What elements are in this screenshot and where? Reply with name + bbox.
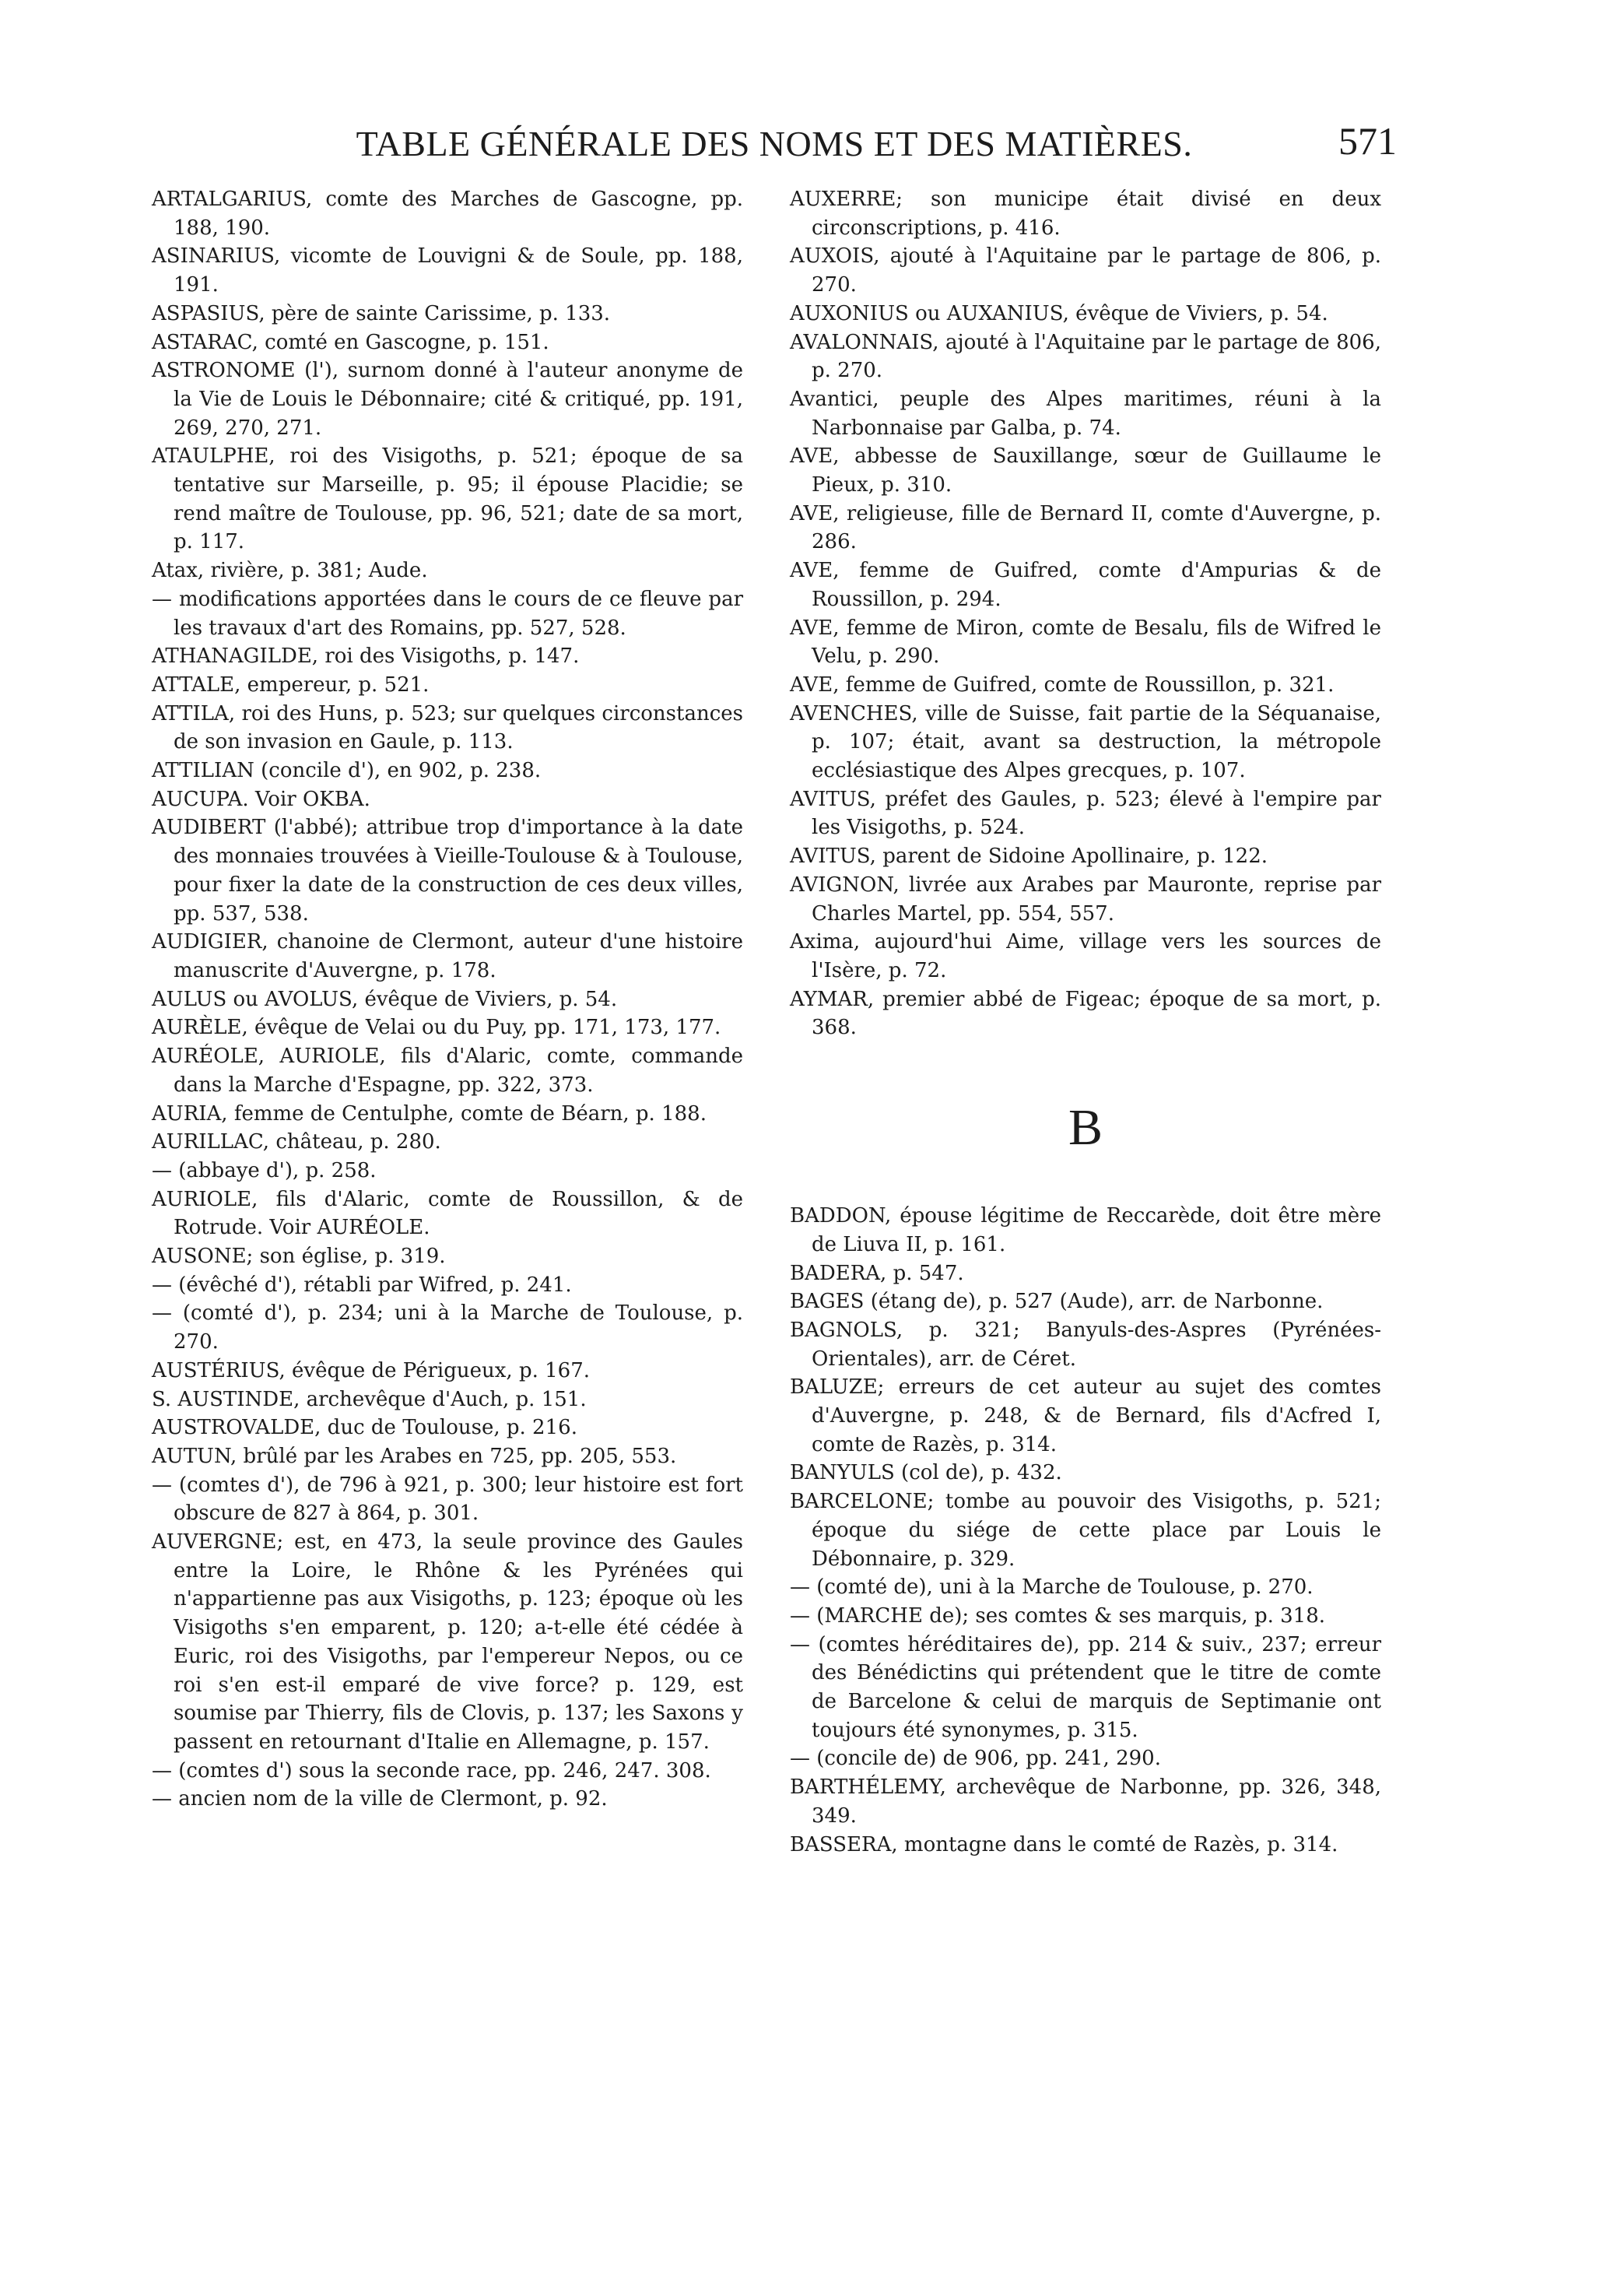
index-entry: ASTRONOME (l'), surnom donné à l'auteur anonyme de la Vie de Louis le Débonnaire; cité & critiqué, pp. 191, 269, 270, 271. bbox=[152, 359, 743, 440]
index-entry: BADERA, p. 547. bbox=[790, 1261, 964, 1285]
index-entry: AVALONNAIS, ajouté à l'Aquitaine par le partage de 806, p. 270. bbox=[790, 330, 1381, 383]
index-entry: Axima, aujourd'hui Aime, village vers les sources de l'Isère, p. 72. bbox=[790, 930, 1381, 982]
index-entry: AUXOIS, ajouté à l'Aquitaine par le partage de 806, p. 270. bbox=[790, 244, 1381, 297]
index-entry: BASSERA, montagne dans le comté de Razès, p. 314. bbox=[790, 1832, 1338, 1856]
index-entry: AURILLAC, château, p. 280. bbox=[152, 1130, 441, 1154]
index-entry: BAGES (étang de), p. 527 (Aude), arr. de Narbonne. bbox=[790, 1290, 1324, 1314]
index-entry: AUDIGIER, chanoine de Clermont, auteur d'une histoire manuscrite d'Auvergne, p. 178. bbox=[152, 930, 743, 982]
left-column bbox=[152, 185, 743, 1814]
page-header bbox=[152, 117, 1397, 179]
index-entry: AUXONIUS ou AUXANIUS, évêque de Viviers, p. 54. bbox=[790, 301, 1328, 325]
index-entry: ATTILIAN (concile d'), en 902, p. 238. bbox=[152, 759, 542, 783]
index-entry: — (comté d'), p. 234; uni à la Marche de Toulouse, p. 270. bbox=[152, 1301, 743, 1354]
index-entry: BARTHÉLEMY, archevêque de Narbonne, pp. 326, 348, 349. bbox=[790, 1775, 1381, 1828]
index-entry: AVE, abbesse de Sauxillange, sœur de Guillaume le Pieux, p. 310. bbox=[790, 444, 1381, 497]
index-entry: — (comté de), uni à la Marche de Toulouse, p. 270. bbox=[790, 1575, 1314, 1600]
page-title: TABLE GÉNÉRALE DES NOMS ET DES MATIÈRES. bbox=[356, 124, 1193, 163]
index-entry: AURIA, femme de Centulphe, comte de Béarn, p. 188. bbox=[152, 1101, 707, 1126]
index-entry: BARCELONE; tombe au pouvoir des Visigoths, p. 521; époque du siége de cette place par Louis le Débonnaire, p. 329. bbox=[790, 1490, 1381, 1571]
index-entry: AVE, religieuse, fille de Bernard II, comte d'Auvergne, p. 286. bbox=[790, 501, 1381, 554]
index-entry: Avantici, peuple des Alpes maritimes, réuni à la Narbonnaise par Galba, p. 74. bbox=[790, 387, 1381, 440]
index-entry: — ancien nom de la ville de Clermont, p. 92. bbox=[152, 1787, 608, 1811]
index-entry: ASPASIUS, père de sainte Carissime, p. 133. bbox=[152, 301, 611, 325]
index-entry: ATTILA, roi des Huns, p. 523; sur quelques circonstances de son invasion en Gaule, p. 113. bbox=[152, 701, 743, 754]
right-column bbox=[790, 185, 1381, 1859]
index-entry: BADDON, épouse légitime de Reccarède, doit être mère de Liuva II, p. 161. bbox=[790, 1204, 1381, 1256]
index-entry: — (comtes héréditaires de), pp. 214 & suiv., 237; erreur des Bénédictins qui prétendent que le titre de comte de Barcelone & celui de marquis de Septimanie ont toujours été synonymes, p. 315. bbox=[790, 1632, 1381, 1742]
index-entry: AVE, femme de Miron, comte de Besalu, fils de Wifred le Velu, p. 290. bbox=[790, 616, 1381, 669]
index-entry: — modifications apportées dans le cours de ce fleuve par les travaux d'art des Romains, pp. 527, 528. bbox=[152, 587, 743, 640]
index-entry: AUCUPA. Voir OKBA. bbox=[152, 787, 370, 811]
index-entry: AUSONE; son église, p. 319. bbox=[152, 1245, 446, 1269]
index-entry: BAGNOLS, p. 321; Banyuls-des-Aspres (Pyrénées-Orientales), arr. de Céret. bbox=[790, 1318, 1381, 1371]
index-entry: — (abbaye d'), p. 258. bbox=[152, 1158, 377, 1182]
index-entry: ATHANAGILDE, roi des Visigoths, p. 147. bbox=[152, 645, 580, 669]
index-entry: AVIGNON, livrée aux Arabes par Mauronte, reprise par Charles Martel, pp. 554, 557. bbox=[790, 873, 1381, 926]
index-entry: ATAULPHE, roi des Visigoths, p. 521; époque de sa tentative sur Marseille, p. 95; il épouse Placidie; se rend maître de Toulouse, pp. 96, 521; date de sa mort, p. 117. bbox=[152, 444, 743, 554]
index-entry: S. AUSTINDE, archevêque d'Auch, p. 151. bbox=[152, 1387, 587, 1411]
index-entry: AYMAR, premier abbé de Figeac; époque de sa mort, p. 368. bbox=[790, 987, 1381, 1040]
index-entry: AVE, femme de Guifred, comte d'Ampurias & de Roussillon, p. 294. bbox=[790, 559, 1381, 611]
index-entry: — (comtes d') sous la seconde race, pp. 246, 247. 308. bbox=[152, 1758, 711, 1783]
index-entry: — (concile de) de 906, pp. 241, 290. bbox=[790, 1747, 1161, 1771]
index-entry: AUDIBERT (l'abbé); attribue trop d'importance à la date des monnaies trouvées à Vieille-Toulouse & à Toulouse, pour fixer la date de la construction de ces deux villes, pp. 537, 538. bbox=[152, 816, 743, 926]
index-entry: AUVERGNE; est, en 473, la seule province des Gaules entre la Loire, le Rhône & les Pyrénées qui n'appartienne pas aux Visigoths, p. 123; époque où les Visigoths s'en emparent, p. 120; a-t-elle été cédée à Euric, roi des Visigoths, par l'empereur Nepos, ou ce roi s'en est-il emparé de vive force? p. 129, est soumise par Thierry, fils de Clovis, p. 137; les Saxons y passent en retournant d'Italie en Allemagne, p. 157. bbox=[152, 1530, 743, 1754]
page-number: 571 bbox=[1338, 119, 1397, 163]
index-entry: Atax, rivière, p. 381; Aude. bbox=[152, 559, 428, 583]
right-column-entries-b bbox=[790, 1202, 1381, 1859]
index-entry: — (MARCHE de); ses comtes & ses marquis, p. 318. bbox=[790, 1603, 1326, 1628]
index-entry: AVENCHES, ville de Suisse, fait partie de la Séquanaise, p. 107; était, avant sa destruction, la métropole ecclésiastique des Alpes grecques, p. 107. bbox=[790, 701, 1381, 783]
index-entry: AVITUS, parent de Sidoine Apollinaire, p. 122. bbox=[790, 845, 1268, 869]
index-entry: ASINARIUS, vicomte de Louvigni & de Soule, pp. 188, 191. bbox=[152, 244, 743, 297]
index-entry: AVITUS, préfet des Gaules, p. 523; élevé à l'empire par les Visigoths, p. 524. bbox=[790, 787, 1381, 840]
index-entry: AUSTÉRIUS, évêque de Périgueux, p. 167. bbox=[152, 1358, 591, 1382]
index-entry: AUXERRE; son municipe était divisé en deux circonscriptions, p. 416. bbox=[790, 188, 1381, 240]
index-entry: AULUS ou AVOLUS, évêque de Viviers, p. 54. bbox=[152, 987, 618, 1011]
index-entry: BALUZE; erreurs de cet auteur au sujet des comtes d'Auvergne, p. 248, & de Bernard, fils d'Acfred I, comte de Razès, p. 314. bbox=[790, 1375, 1381, 1456]
index-entry: AURIOLE, fils d'Alaric, comte de Roussillon, & de Rotrude. Voir AURÉOLE. bbox=[152, 1187, 743, 1240]
index-entry: AURÉOLE, AURIOLE, fils d'Alaric, comte, commande dans la Marche d'Espagne, pp. 322, 373. bbox=[152, 1045, 743, 1097]
index-entry: AVE, femme de Guifred, comte de Roussillon, p. 321. bbox=[790, 673, 1335, 697]
index-entry: AUSTROVALDE, duc de Toulouse, p. 216. bbox=[152, 1416, 577, 1440]
index-entry: BANYULS (col de), p. 432. bbox=[790, 1461, 1062, 1485]
index-entry: AURÈLE, évêque de Velai ou du Puy, pp. 171, 173, 177. bbox=[152, 1016, 721, 1040]
section-letter: B bbox=[1068, 1099, 1103, 1157]
index-entry: — (évêché d'), rétabli par Wifred, p. 241. bbox=[152, 1273, 572, 1297]
index-entry: ASTARAC, comté en Gascogne, p. 151. bbox=[152, 330, 549, 354]
index-entry: — (comtes d'), de 796 à 921, p. 300; leur histoire est fort obscure de 827 à 864, p. 301. bbox=[152, 1473, 743, 1526]
index-entry: AUTUN, brûlé par les Arabes en 725, pp. 205, 553. bbox=[152, 1444, 677, 1468]
index-entry: ATTALE, empereur, p. 521. bbox=[152, 673, 430, 697]
index-entry: ARTALGARIUS, comte des Marches de Gascogne, pp. 188, 190. bbox=[152, 188, 743, 240]
right-column-entries-a bbox=[790, 185, 1381, 1042]
